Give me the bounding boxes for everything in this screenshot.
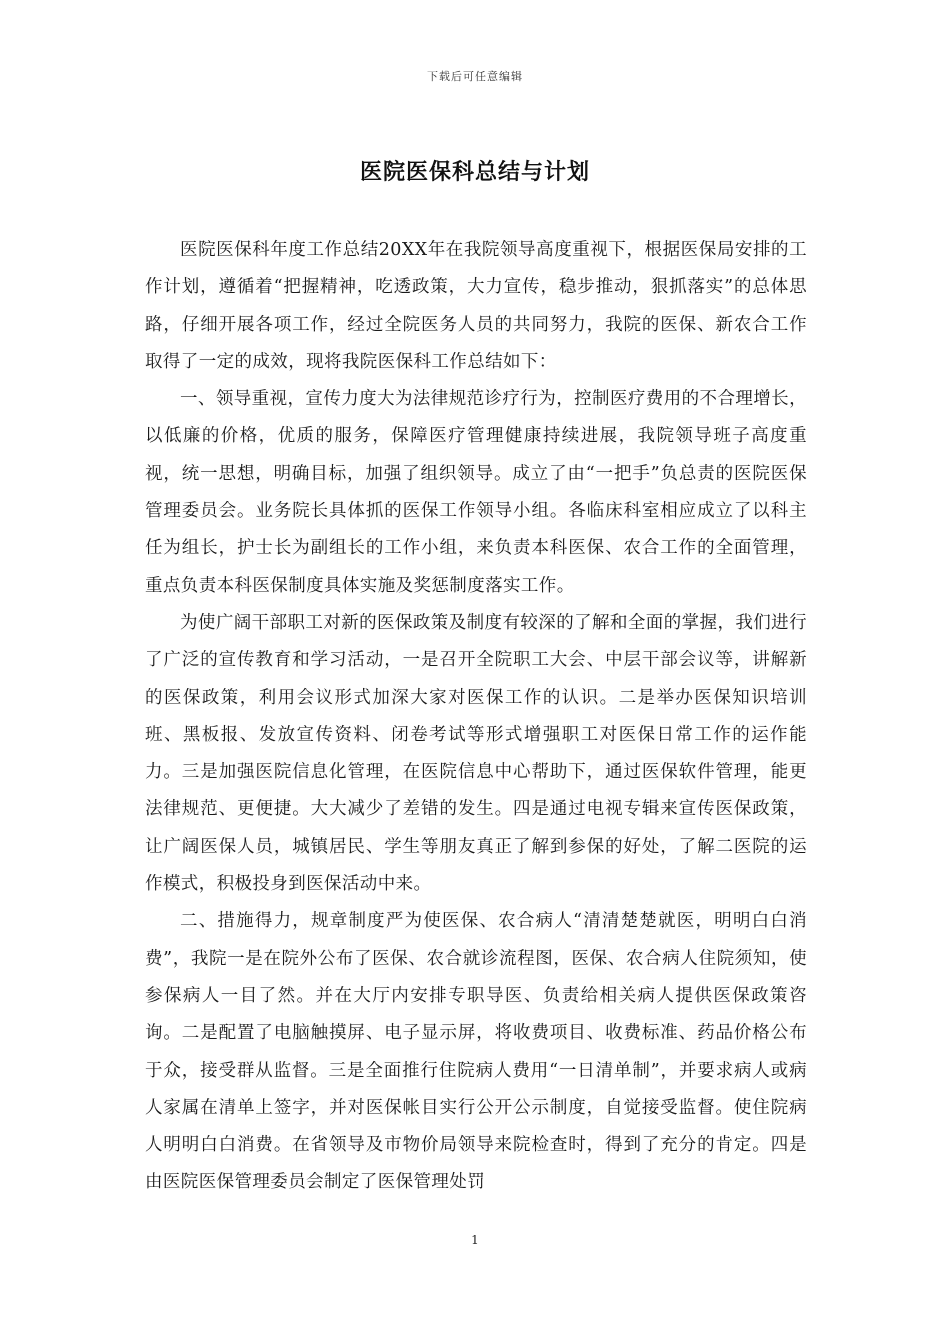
header-note: 下载后可任意编辑 xyxy=(427,70,523,83)
page-number: 1 xyxy=(471,1233,479,1247)
paragraph-leadership: 一、领导重视，宣传力度大为法律规范诊疗行为，控制医疗费用的不合理增长，以低廉的价格，优质的服务，保障医疗管理健康持续进展，我院领导班子高度重视，统一思想，明确目标，加强了组织领导。成立了由“一把手”负总责的医院医保管理委员会。业务院长具体抓的医保工作领导小组。各临床科室相应成立了以科主任为组长，护士长为副组长的工作小组，来负责本科医保、农合工作的全面管理，重点负责本科医保制度具体实施及奖惩制度落实工作。 xyxy=(145,389,807,596)
paragraph-intro: 医院医保科年度工作总结20XX年在我院领导高度重视下，根据医保局安排的工作计划，遵循着“把握精神，吃透政策，大力宣传，稳步推动，狠抓落实”的总体思路，仔细开展各项工作，经过全院医务人员的共同努力，我院的医保、新农合工作取得了一定的成效，现将我院医保科工作总结如下： xyxy=(145,240,807,372)
document-body xyxy=(145,232,807,1202)
paragraph-publicity: 为使广阔干部职工对新的医保政策及制度有较深的了解和全面的掌握，我们进行了广泛的宣传教育和学习活动，一是召开全院职工大会、中层干部会议等，讲解新的医保政策，利用会议形式加深大家对医保工作的认识。二是举办医保知识培训班、黑板报、发放宣传资料、闭卷考试等形式增强职工对医保日常工作的运作能力。三是加强医院信息化管理，在医院信息中心帮助下，通过医保软件管理，能更法律规范、更便捷。大大减少了差错的发生。四是通过电视专辑来宣传医保政策，让广阔医保人员，城镇居民、学生等朋友真正了解到参保的好处，了解二医院的运作模式，积极投身到医保活动中来。 xyxy=(145,612,807,895)
document-title: 医院医保科总结与计划 xyxy=(359,160,590,185)
paragraph-measures: 二、措施得力，规章制度严为使医保、农合病人“清清楚楚就医，明明白白消费”，我院一是在院外公布了医保、农合就诊流程图，医保、农合病人住院须知，使参保病人一目了然。并在大厅内安排专职导医、负责给相关病人提供医保政策咨询。二是配置了电脑触摸屏、电子显示屏，将收费项目、收费标准、药品价格公布于众，接受群从监督。三是全面推行住院病人费用“一日清单制”，并要求病人或病人家属在清单上签字，并对医保帐目实行公开公示制度，自觉接受监督。使住院病人明明白白消费。在省领导及市物价局领导来院检查时，得到了充分的肯定。四是由医院医保管理委员会制定了医保管理处罚 xyxy=(145,911,807,1193)
